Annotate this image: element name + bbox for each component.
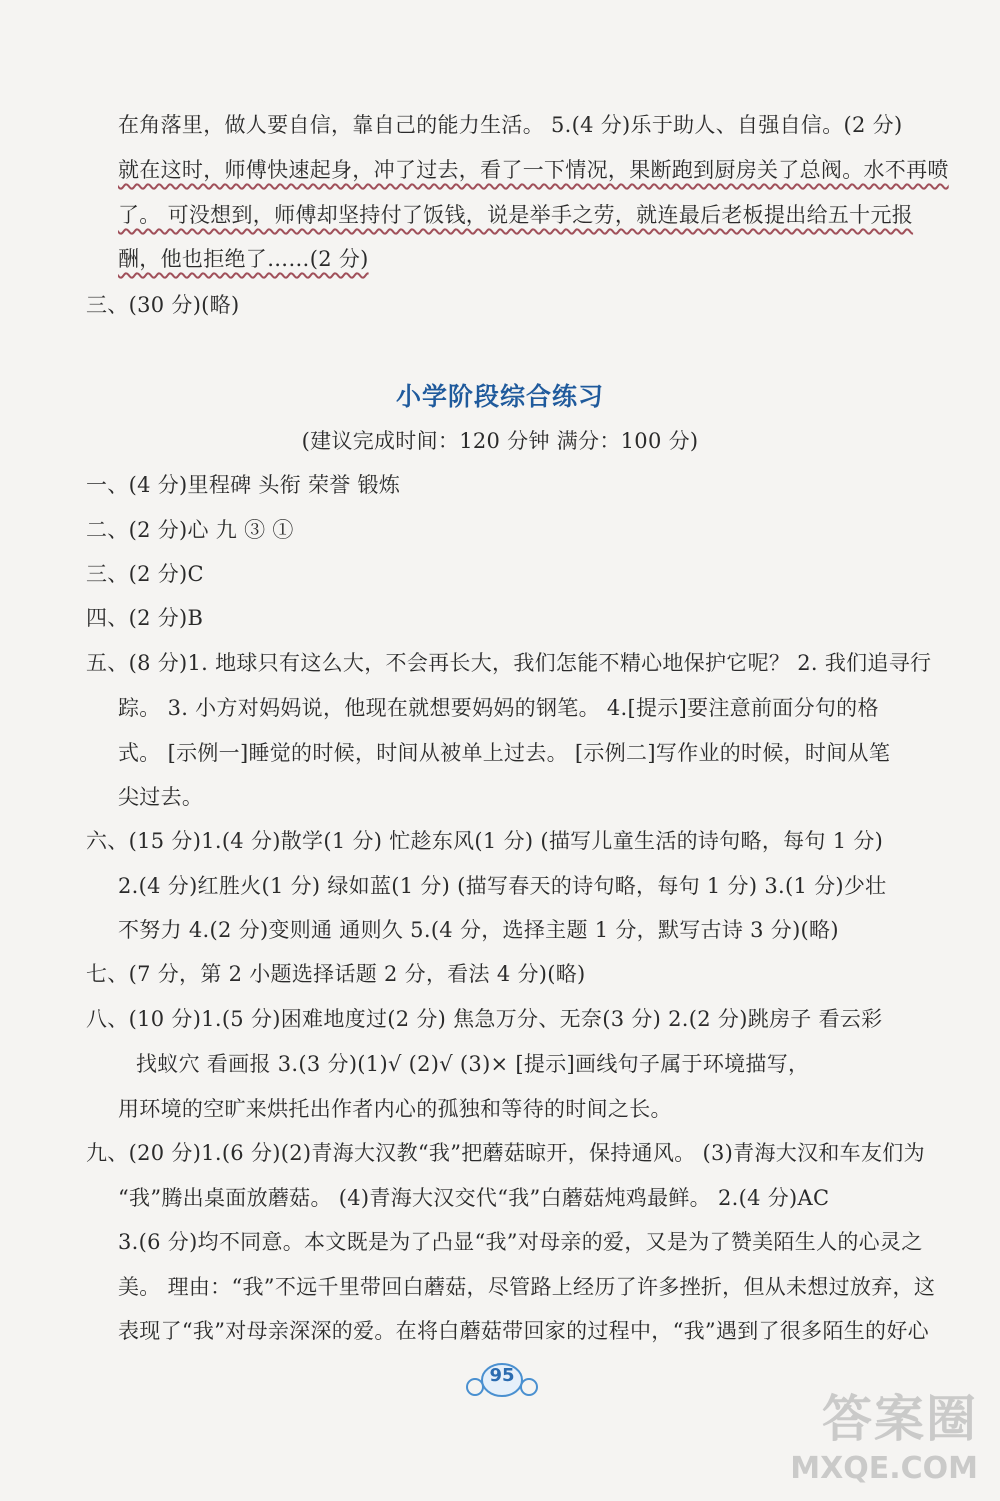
- answer-q1: 一、(4 分)里程碑 头衔 荣誉 锻炼: [86, 473, 401, 497]
- answer-q4: 四、(2 分)B: [86, 606, 204, 630]
- answer-q9-cont: 表现了“我”对母亲深深的爱。在将白蘑菇带回家的过程中，“我”遇到了很多陌生的好心: [118, 1319, 929, 1343]
- answer-q9: 九、(20 分)1.(6 分)(2)青海大汉教“我”把蘑菇晾开，保持通风。 (3)青海大汉和车友们为: [86, 1141, 925, 1165]
- answer-line-underlined: 就在这时，师傅快速起身，冲了过去，看了一下情况，果断跑到厨房关了总阀。水不再喷: [118, 158, 949, 182]
- answer-q6-cont: 2.(4 分)红胜火(1 分) 绿如蓝(1 分) (描写春天的诗句略，每句 1 分) 3.(1 分)少壮: [118, 874, 887, 898]
- page-number: 95: [489, 1365, 515, 1386]
- answer-q8: 八、(10 分)1.(5 分)困难地度过(2 分) 焦急万分、无奈(3 分) 2.(2 分)跳房子 看云彩: [86, 1007, 883, 1031]
- answer-q5-cont: 式。 [示例一]睡觉的时候，时间从被单上过去。 [示例二]写作业的时候，时间从笔: [118, 741, 891, 765]
- answer-q8-cont: 用环境的空旷来烘托出作者内心的孤独和等待的时间之长。: [118, 1097, 672, 1121]
- watermark-logo: 答案圈: [822, 1390, 978, 1448]
- answer-q9-cont: “我”腾出桌面放蘑菇。 (4)青海大汉交代“我”白蘑菇炖鸡最鲜。 2.(4 分)AC: [118, 1186, 830, 1210]
- answer-q9-cont: 3.(6 分)均不同意。本文既是为了凸显“我”对母亲的爱，又是为了赞美陌生人的心灵之: [118, 1230, 923, 1254]
- answer-line: 在角落里，做人要自信，靠自己的能力生活。 5.(4 分)乐于助人、自强自信。(2 分): [118, 113, 903, 137]
- watermark-url: MXQE.COM: [790, 1451, 978, 1486]
- section-subtitle: (建议完成时间：120 分钟 满分：100 分): [301, 429, 699, 453]
- answer-q9-cont: 美。 理由：“我”不远千里带回白蘑菇，尽管路上经历了许多挫折，但从未想过放弃，这: [118, 1275, 936, 1299]
- section-title: 小学阶段综合练习: [395, 382, 604, 411]
- answer-q5-cont: 踪。 3. 小方对妈妈说，他现在就想要妈妈的钢笔。 4.[提示]要注意前面分句的格: [118, 696, 879, 720]
- watermark: [790, 1379, 978, 1486]
- answer-q8-cont: 找蚁穴 看画报 3.(3 分)(1)√ (2)√ (3)× [提示]画线句子属于环境描写，: [136, 1052, 810, 1076]
- answer-q6: 六、(15 分)1.(4 分)散学(1 分) 忙趁东风(1 分) (描写儿童生活的诗句略，每句 1 分): [86, 829, 884, 853]
- answer-line: 三、(30 分)(略): [86, 293, 240, 317]
- answer-line-underlined: 了。 可没想到，师傅却坚持付了饭钱，说是举手之劳，就连最后老板提出给五十元报: [118, 203, 914, 227]
- answer-line-underlined: 酬，他也拒绝了……(2 分): [118, 247, 369, 271]
- answer-q6-cont: 不努力 4.(2 分)变则通 通则久 5.(4 分，选择主题 1 分，默写古诗 3 分)(略): [118, 918, 839, 942]
- answer-q5: 五、(8 分)1. 地球只有这么大，不会再长大，我们怎能不精心地保护它呢？ 2. 我们追寻行: [86, 651, 932, 675]
- answer-q2: 二、(2 分)心 九 ③ ①: [86, 518, 294, 542]
- answer-q3: 三、(2 分)C: [86, 562, 204, 586]
- answer-q7: 七、(7 分，第 2 小题选择话题 2 分，看法 4 分)(略): [86, 962, 586, 986]
- answer-q5-cont: 尖过去。: [118, 785, 204, 809]
